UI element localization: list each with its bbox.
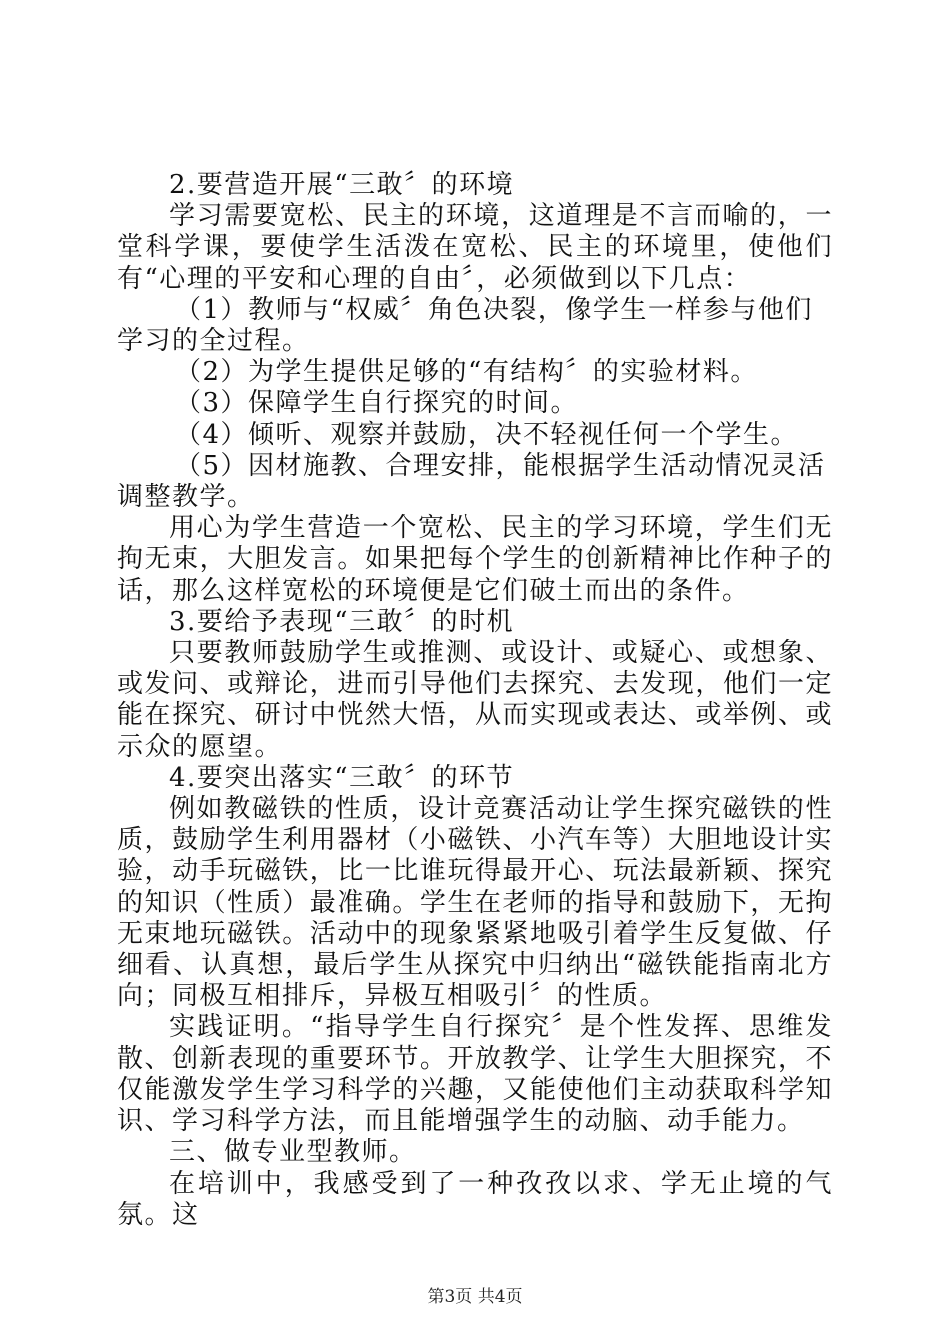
- list-item: （4）倾听、观察并鼓励，决不轻视任何一个学生。: [175, 419, 799, 450]
- paragraph: 只要教师鼓励学生或推测、或设计、或疑心、或想象、或发问、或辩论，进而引导他们去探究、去发现，他们一定能在探究、研讨中恍然大悟，从而实现或表达、或举例、或示众的愿望。: [117, 638, 833, 762]
- page-number-footer: 第3页 共4页: [427, 1287, 523, 1307]
- paragraph: 用心为学生营造一个宽松、民主的学习环境，学生们无拘无束，大胆发言。如果把每个学生的创新精神比作种子的话，那么这样宽松的环境便是它们破土而出的条件。: [117, 513, 833, 606]
- paragraph: 实践证明。“指导学生自行探究〞是个性发挥、思维发散、创新表现的重要环节。开放教学、让学生大胆探究，不仅能激发学生学习科学的兴趣，又能使他们主动获取科学知识、学习科学方法，而且能增强学生的动脑、动手能力。: [117, 1012, 833, 1137]
- section-heading: 4.要突出落实“三敢〞的环节: [169, 762, 515, 793]
- document-body: [117, 170, 833, 1231]
- section-heading: 三、做专业型教师。: [169, 1137, 417, 1168]
- list-item: （2）为学生提供足够的“有结构〞的实验材料。: [175, 357, 758, 388]
- list-item: （1）教师与“权威〞角色决裂，像学生一样参与他们学习的全过程。: [117, 294, 813, 357]
- paragraph: 在培训中，我感受到了一种孜孜以求、学无止境的气氛。这: [117, 1168, 833, 1230]
- section-heading: 2.要营造开展“三敢〞的环境: [169, 170, 515, 200]
- list-item: （3）保障学生自行探究的时间。: [175, 388, 579, 419]
- paragraph: 学习需要宽松、民主的环境，这道理是不言而喻的，一堂科学课，要使学生活泼在宽松、民主的环境里，使他们有“心理的平安和心理的自由〞，必须做到以下几点：: [117, 201, 833, 294]
- section-heading: 3.要给予表现“三敢〞的时机: [169, 606, 515, 637]
- list-item: （5）因材施教、合理安排，能根据学生活动情况灵活调整教学。: [117, 450, 826, 513]
- paragraph: 例如教磁铁的性质，设计竞赛活动让学生探究磁铁的性质，鼓励学生利用器材（小磁铁、小汽车等）大胆地设计实验，动手玩磁铁，比一比谁玩得最开心、玩法最新颖、探究的知识（性质）最准确。学生在老师的指导和鼓励下，无拘无束地玩磁铁。活动中的现象紧紧地吸引着学生反复做、仔细看、认真想，最后学生从探究中归纳出“磁铁能指南北方向；同极互相排斥，异极互相吸引〞的性质。: [117, 794, 833, 1012]
